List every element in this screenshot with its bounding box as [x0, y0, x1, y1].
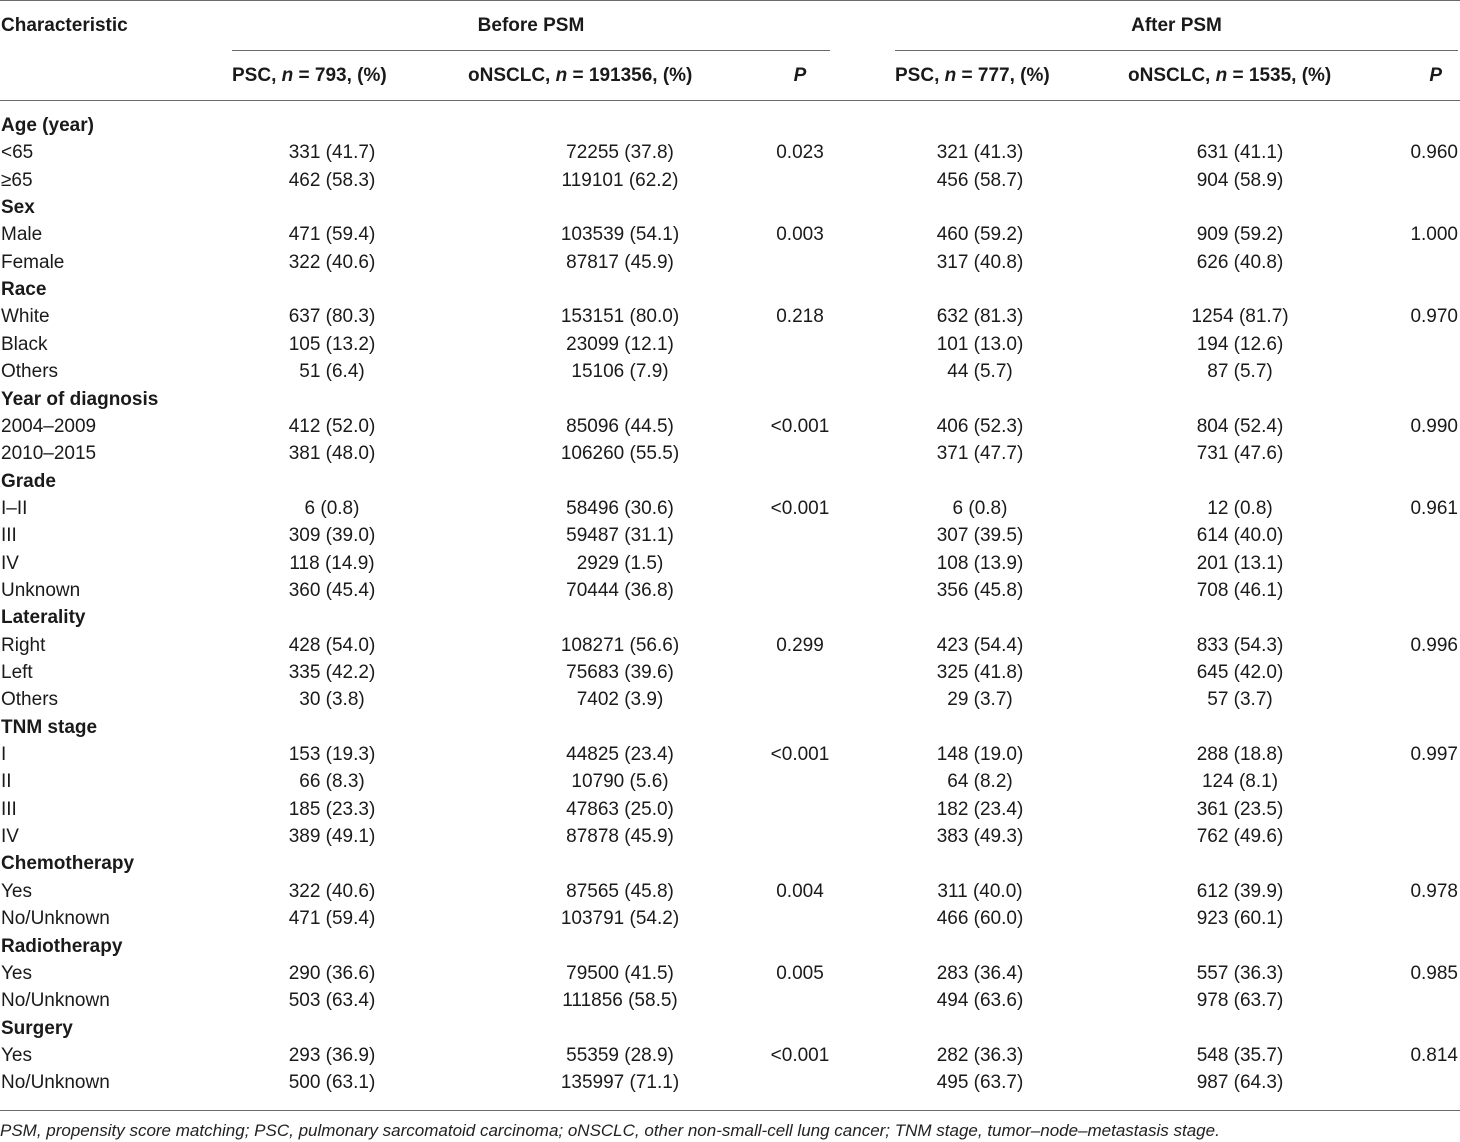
row-label: Yes — [1, 962, 32, 984]
table-cell: 0.978 — [1410, 880, 1458, 902]
row-label: Black — [1, 333, 48, 355]
section-heading: Radiotherapy — [1, 935, 123, 957]
table-cell: 0.003 — [776, 224, 824, 246]
column-header-6 — [1340, 65, 1442, 87]
table-cell: 124 (8.1) — [1201, 771, 1279, 793]
header-bottom-rule — [0, 100, 1460, 101]
row-label: III — [1, 798, 17, 820]
table-cell: 923 (60.1) — [1196, 908, 1284, 930]
row-label: No/Unknown — [1, 990, 110, 1012]
table-cell: 500 (63.1) — [288, 1072, 376, 1094]
column-header-4 — [895, 65, 1095, 87]
row-label: II — [1, 771, 12, 793]
column-header-text: oNSCLC, — [1128, 65, 1216, 86]
table-cell: 322 (40.6) — [288, 880, 376, 902]
table-cell: 909 (59.2) — [1196, 224, 1284, 246]
section-heading: Chemotherapy — [1, 853, 135, 875]
table-cell: 987 (64.3) — [1196, 1072, 1284, 1094]
table-cell: 148 (19.0) — [936, 744, 1024, 766]
table-cell: 66 (8.3) — [299, 771, 365, 793]
row-label: Yes — [1, 1044, 32, 1066]
table-cell: 460 (59.2) — [936, 224, 1024, 246]
section-heading: Laterality — [1, 607, 86, 629]
table-cell: 381 (48.0) — [288, 443, 376, 465]
row-label: No/Unknown — [1, 908, 110, 930]
table-cell: 804 (52.4) — [1196, 415, 1284, 437]
table-cell: 557 (36.3) — [1196, 962, 1284, 984]
table-cell: 0.970 — [1410, 306, 1458, 328]
table-cell: 290 (36.6) — [288, 962, 376, 984]
table-cell: 1.000 — [1410, 224, 1458, 246]
row-label: 2010–2015 — [1, 443, 97, 465]
table-cell: 105 (13.2) — [288, 333, 376, 355]
table-cell: 360 (45.4) — [288, 579, 376, 601]
table-cell: 58496 (30.6) — [566, 497, 674, 519]
table-cell: 0.218 — [776, 306, 824, 328]
table-cell: 631 (41.1) — [1196, 142, 1284, 164]
column-header-2 — [468, 65, 708, 87]
table-cell: 626 (40.8) — [1196, 251, 1284, 273]
table-cell: 15106 (7.9) — [571, 361, 669, 383]
row-label: Others — [1, 361, 59, 383]
table-cell: 762 (49.6) — [1196, 826, 1284, 848]
section-heading: Surgery — [1, 1017, 73, 1039]
row-label: Yes — [1, 880, 32, 902]
table-cell: 108271 (56.6) — [560, 634, 680, 656]
row-label: White — [1, 306, 50, 328]
table-cell: 0.961 — [1410, 497, 1458, 519]
table-cell: 44 (5.7) — [947, 361, 1013, 383]
column-header-1 — [232, 65, 432, 87]
table-cell: 79500 (41.5) — [566, 962, 674, 984]
table-cell: 47863 (25.0) — [566, 798, 674, 820]
characteristic-header: Characteristic — [1, 15, 128, 36]
table-cell: 428 (54.0) — [288, 634, 376, 656]
column-header-5 — [1128, 65, 1368, 87]
table-cell: 406 (52.3) — [936, 415, 1024, 437]
column-header-text: oNSCLC, — [468, 65, 556, 86]
table-cell: 108 (13.9) — [936, 552, 1024, 574]
table-cell: 44825 (23.4) — [566, 744, 674, 766]
table-cell: 321 (41.3) — [936, 142, 1024, 164]
table-cell: 356 (45.8) — [936, 579, 1024, 601]
table-cell: 978 (63.7) — [1196, 990, 1284, 1012]
table-cell: 51 (6.4) — [299, 361, 365, 383]
table-cell: 30 (3.8) — [299, 689, 365, 711]
row-label: III — [1, 525, 17, 547]
row-label: Left — [1, 662, 33, 683]
section-heading: Race — [1, 279, 47, 301]
table-footnote: PSM, propensity score matching; PSC, pulmonary sarcomatoid carcinoma; oNSCLC, other non-small-cell lung cancer; TNM stage, tumor–node–metastasis stage. — [0, 1121, 1220, 1140]
table-cell: 0.004 — [776, 880, 824, 902]
table-cell: 466 (60.0) — [936, 908, 1024, 930]
column-header-text: = 793, (%) — [293, 65, 387, 86]
table-cell: 59487 (31.1) — [566, 525, 674, 547]
table-cell: 331 (41.7) — [288, 142, 376, 164]
top-rule — [0, 0, 1460, 1]
column-header-text: PSC, — [895, 65, 945, 86]
section-heading: Grade — [1, 470, 56, 492]
section-heading: Year of diagnosis — [1, 388, 159, 410]
column-header-symbol: n — [944, 65, 957, 86]
table-cell: <0.001 — [770, 1044, 830, 1066]
table-cell: 282 (36.3) — [936, 1044, 1024, 1066]
table-cell: 0.985 — [1410, 962, 1458, 984]
table-cell: 75683 (39.6) — [566, 662, 674, 683]
row-label: IV — [1, 552, 19, 574]
table-cell: 0.299 — [776, 634, 824, 656]
table-cell: <0.001 — [770, 497, 830, 519]
table-cell: 309 (39.0) — [288, 525, 376, 547]
after-psm-header: After PSM — [1131, 15, 1222, 36]
row-label: Female — [1, 251, 65, 273]
column-header-symbol: P — [1429, 65, 1442, 86]
table-cell: 87817 (45.9) — [566, 251, 674, 273]
table-cell: 383 (49.3) — [936, 826, 1024, 848]
table-cell: 423 (54.4) — [936, 634, 1024, 656]
section-heading: Age (year) — [1, 115, 94, 136]
table-cell: 612 (39.9) — [1196, 880, 1284, 902]
table-cell: 311 (40.0) — [937, 880, 1023, 902]
table-cell: 23099 (12.1) — [566, 333, 674, 355]
table-cell: 462 (58.3) — [288, 169, 376, 191]
column-header-symbol: n — [1215, 65, 1228, 86]
table-cell: 6 (0.8) — [304, 497, 360, 519]
table-cell: 0.960 — [1410, 142, 1458, 164]
row-label: Others — [1, 689, 59, 711]
table-cell: <0.001 — [770, 415, 830, 437]
row-label: ≥65 — [1, 169, 33, 191]
table-cell: 101 (13.0) — [936, 333, 1024, 355]
column-header-symbol: n — [281, 65, 294, 86]
row-label: 2004–2009 — [1, 415, 97, 437]
table-cell: 12 (0.8) — [1207, 497, 1273, 519]
table-cell: 10790 (5.6) — [571, 771, 669, 793]
table-cell: 55359 (28.9) — [566, 1044, 674, 1066]
table-cell: 833 (54.3) — [1196, 634, 1284, 656]
table-cell: 904 (58.9) — [1196, 169, 1284, 191]
table-cell: 201 (13.1) — [1196, 552, 1284, 574]
table-cell: 0.023 — [776, 142, 824, 164]
before-psm-underline — [232, 50, 830, 51]
row-label: <65 — [1, 142, 34, 164]
table-cell: 153 (19.3) — [288, 744, 376, 766]
table-cell: 456 (58.7) — [936, 169, 1024, 191]
table-cell: 412 (52.0) — [288, 415, 376, 437]
table-cell: 29 (3.7) — [947, 689, 1013, 711]
table-cell: 0.814 — [1410, 1044, 1458, 1066]
table-cell: 2929 (1.5) — [576, 552, 664, 574]
column-header-text: = 1535, (%) — [1227, 65, 1332, 86]
column-header-text: = 191356, (%) — [567, 65, 693, 86]
row-label: Unknown — [1, 579, 81, 601]
table-cell: 185 (23.3) — [288, 798, 376, 820]
column-header-text: PSC, — [232, 65, 282, 86]
table-cell: 0.996 — [1410, 634, 1458, 656]
table-cell: 7402 (3.9) — [576, 689, 664, 711]
row-label: No/Unknown — [1, 1072, 110, 1094]
table-cell: 371 (47.7) — [936, 443, 1024, 465]
table-cell: 1254 (81.7) — [1191, 306, 1289, 328]
column-header-3 — [740, 65, 860, 87]
table-cell: 495 (63.7) — [936, 1072, 1024, 1094]
table-cell: 194 (12.6) — [1196, 333, 1284, 355]
column-header-symbol: n — [555, 65, 568, 86]
table-cell: 293 (36.9) — [288, 1044, 376, 1066]
table-cell: 731 (47.6) — [1196, 443, 1284, 465]
table-cell: 494 (63.6) — [936, 990, 1024, 1012]
table-cell: 72255 (37.8) — [566, 142, 674, 164]
table-cell: 503 (63.4) — [288, 990, 376, 1012]
row-label: I–II — [1, 497, 28, 519]
section-heading: Sex — [1, 197, 35, 219]
table-cell: 103791 (54.2) — [560, 908, 680, 930]
table-cell: 153151 (80.0) — [560, 306, 680, 328]
table-cell: 85096 (44.5) — [566, 415, 674, 437]
before-psm-header: Before PSM — [477, 15, 585, 36]
table-cell: 0.997 — [1410, 744, 1458, 766]
row-label: Right — [1, 634, 46, 656]
table-cell: 87 (5.7) — [1207, 361, 1273, 383]
table-cell: 645 (42.0) — [1196, 662, 1284, 683]
after-psm-underline — [895, 50, 1458, 51]
table-cell: 361 (23.5) — [1196, 798, 1284, 820]
table-cell: 118 (14.9) — [289, 552, 375, 574]
table-cell: <0.001 — [770, 744, 830, 766]
table-cell: 87565 (45.8) — [566, 880, 674, 902]
row-label: Male — [1, 224, 43, 246]
table-cell: 135997 (71.1) — [560, 1072, 680, 1094]
bottom-rule — [0, 1110, 1460, 1111]
table-cell: 119101 (62.2) — [561, 169, 679, 191]
table-cell: 637 (80.3) — [288, 306, 376, 328]
table-cell: 471 (59.4) — [288, 224, 376, 246]
table-cell: 335 (42.2) — [288, 662, 376, 683]
table-cell: 708 (46.1) — [1196, 579, 1284, 601]
table-cell: 0.990 — [1410, 415, 1458, 437]
table-cell: 307 (39.5) — [936, 525, 1024, 547]
table-cell: 632 (81.3) — [936, 306, 1024, 328]
column-header-symbol: P — [793, 65, 807, 86]
table-cell: 111856 (58.5) — [562, 990, 678, 1012]
table-cell: 288 (18.8) — [1196, 744, 1284, 766]
table-cell: 389 (49.1) — [288, 826, 376, 848]
table-cell: 103539 (54.1) — [560, 224, 680, 246]
row-label: IV — [1, 826, 19, 848]
section-heading: TNM stage — [1, 716, 98, 738]
table-cell: 64 (8.2) — [947, 771, 1013, 793]
table-cell: 548 (35.7) — [1196, 1044, 1284, 1066]
table-cell: 6 (0.8) — [952, 497, 1008, 519]
table-cell: 325 (41.8) — [936, 662, 1024, 683]
table-cell: 106260 (55.5) — [560, 443, 680, 465]
table-cell: 87878 (45.9) — [566, 826, 674, 848]
table-cell: 0.005 — [776, 962, 824, 984]
table-cell: 317 (40.8) — [936, 251, 1024, 273]
table-cell: 283 (36.4) — [936, 962, 1024, 984]
column-header-text: = 777, (%) — [956, 65, 1050, 86]
table-cell: 614 (40.0) — [1196, 525, 1284, 547]
table-cell: 70444 (36.8) — [566, 579, 674, 601]
table-cell: 57 (3.7) — [1207, 689, 1273, 711]
table-cell: 471 (59.4) — [288, 908, 376, 930]
table-cell: 322 (40.6) — [288, 251, 376, 273]
row-label: I — [1, 744, 7, 766]
table-cell: 182 (23.4) — [936, 798, 1024, 820]
